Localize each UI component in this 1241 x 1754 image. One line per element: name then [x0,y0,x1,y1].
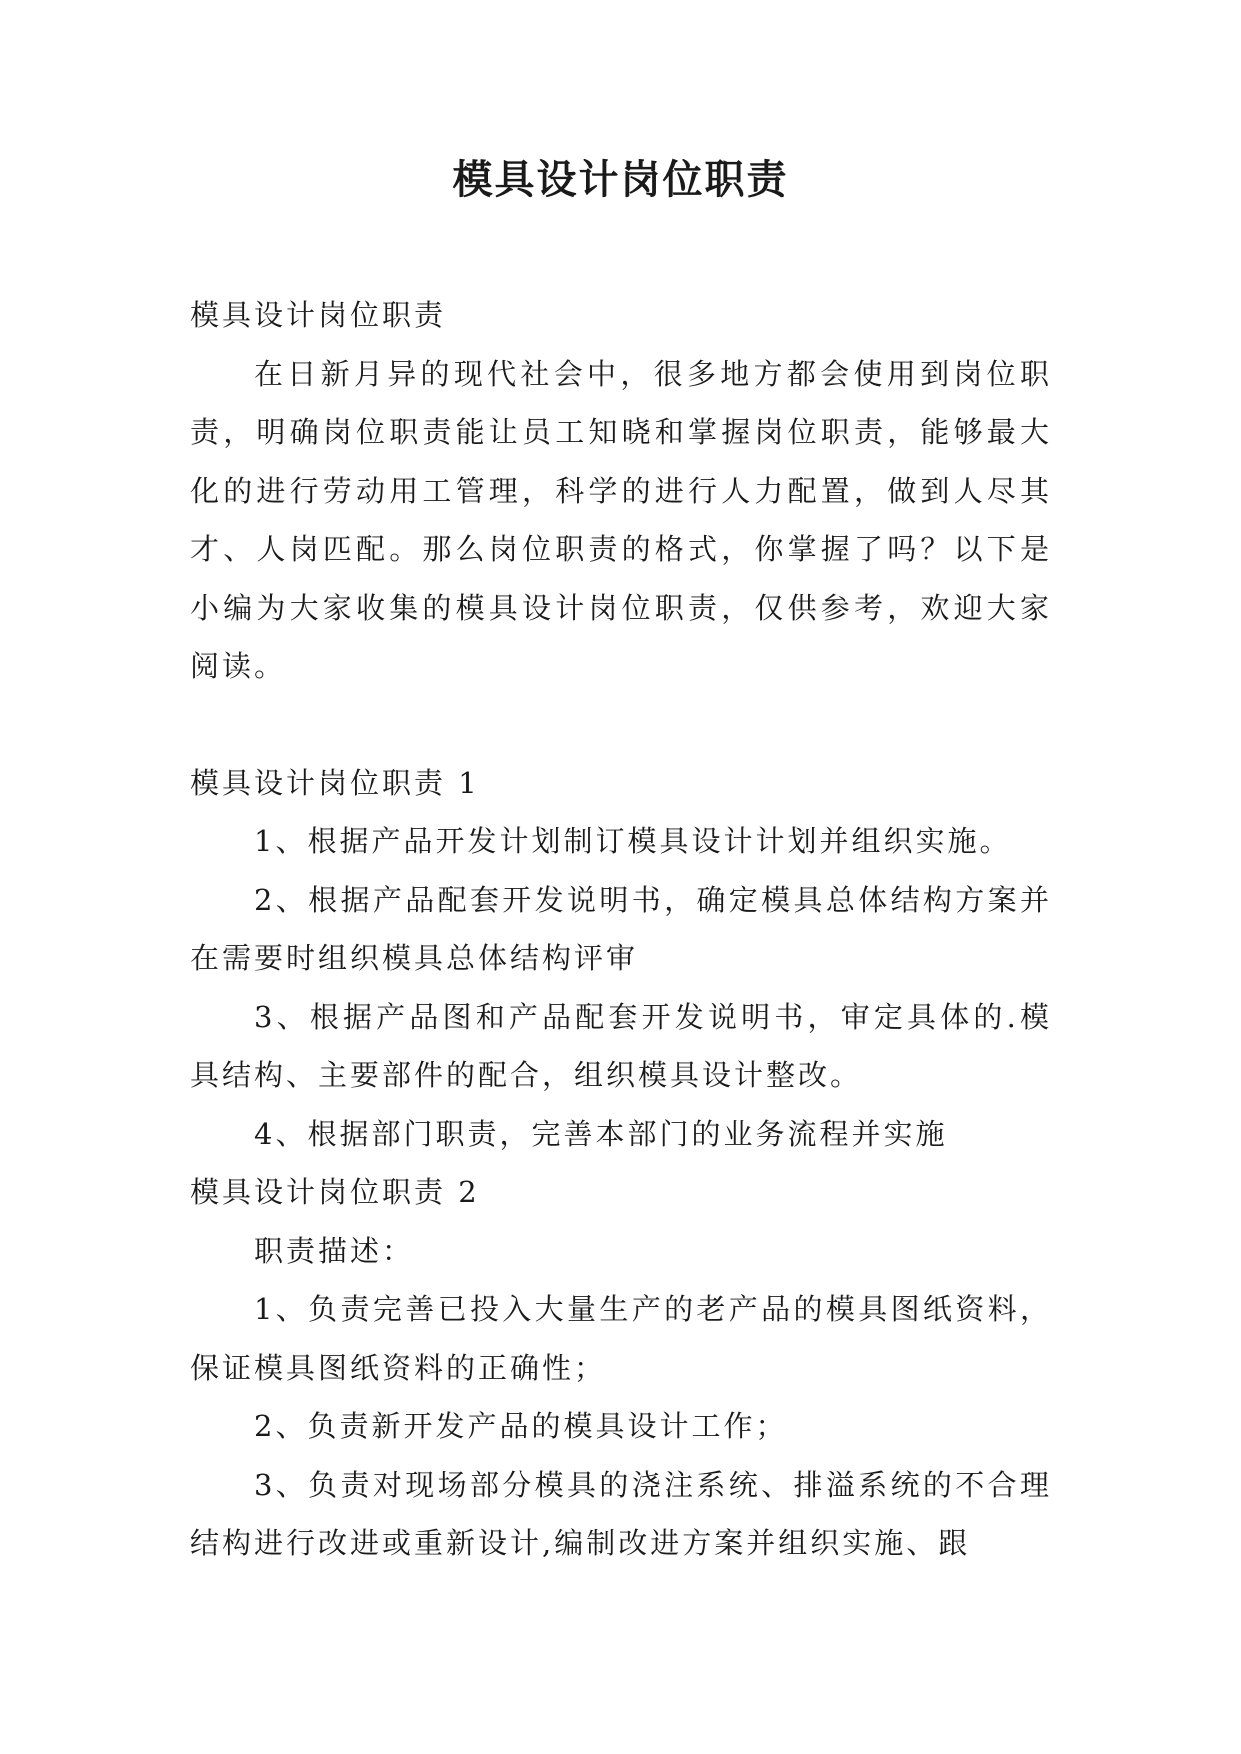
section-1-item-1: 1、根据产品开发计划制订模具设计计划并组织实施。 [254,824,1012,858]
intro-heading: 模具设计岗位职责 [190,298,447,332]
section-2-heading: 模具设计岗位职责 2 [190,1175,480,1209]
section-2-item-2: 2、负责新开发产品的模具设计工作； [254,1409,788,1443]
document-title: 模具设计岗位职责 [452,156,789,203]
section-1-heading: 模具设计岗位职责 1 [190,765,480,800]
section-1-item-4: 4、根据部门职责，完善本部门的业务流程并实施 [254,1116,948,1151]
document-body [190,286,1052,1573]
intro-paragraph: 在日新月异的现代社会中，很多地方都会使用到岗位职责，明确岗位职责能让员工知晓和掌握岗位职责，能够最大化的进行劳动用工管理，科学的进行人力配置，做到人尽其才、人岗匹配。那么岗位职责的格式，你掌握了吗？以下是小编为大家收集的模具设计岗位职责，仅供参考，欢迎大家阅读。 [190,356,1052,683]
section-2-item-1: 1、负责完善已投入大量生产的老产品的模具图纸资料，保证模具图纸资料的正确性； [190,1292,1052,1385]
section-1-item-3: 3、根据产品图和产品配套开发说明书，审定具体的.模具结构、主要部件的配合，组织模具设计整改。 [190,999,1052,1092]
paragraph-spacer [190,696,1052,754]
section-2-item-3: 3、负责对现场部分模具的浇注系统、排溢系统的不合理结构进行改进或重新设计,编制改进方案并组织实施、跟 [190,1467,1052,1560]
section-2-subheading: 职责描述： [254,1233,415,1268]
section-1-item-2: 2、根据产品配套开发说明书，确定模具总体结构方案并在需要时组织模具总体结构评审 [190,882,1052,975]
